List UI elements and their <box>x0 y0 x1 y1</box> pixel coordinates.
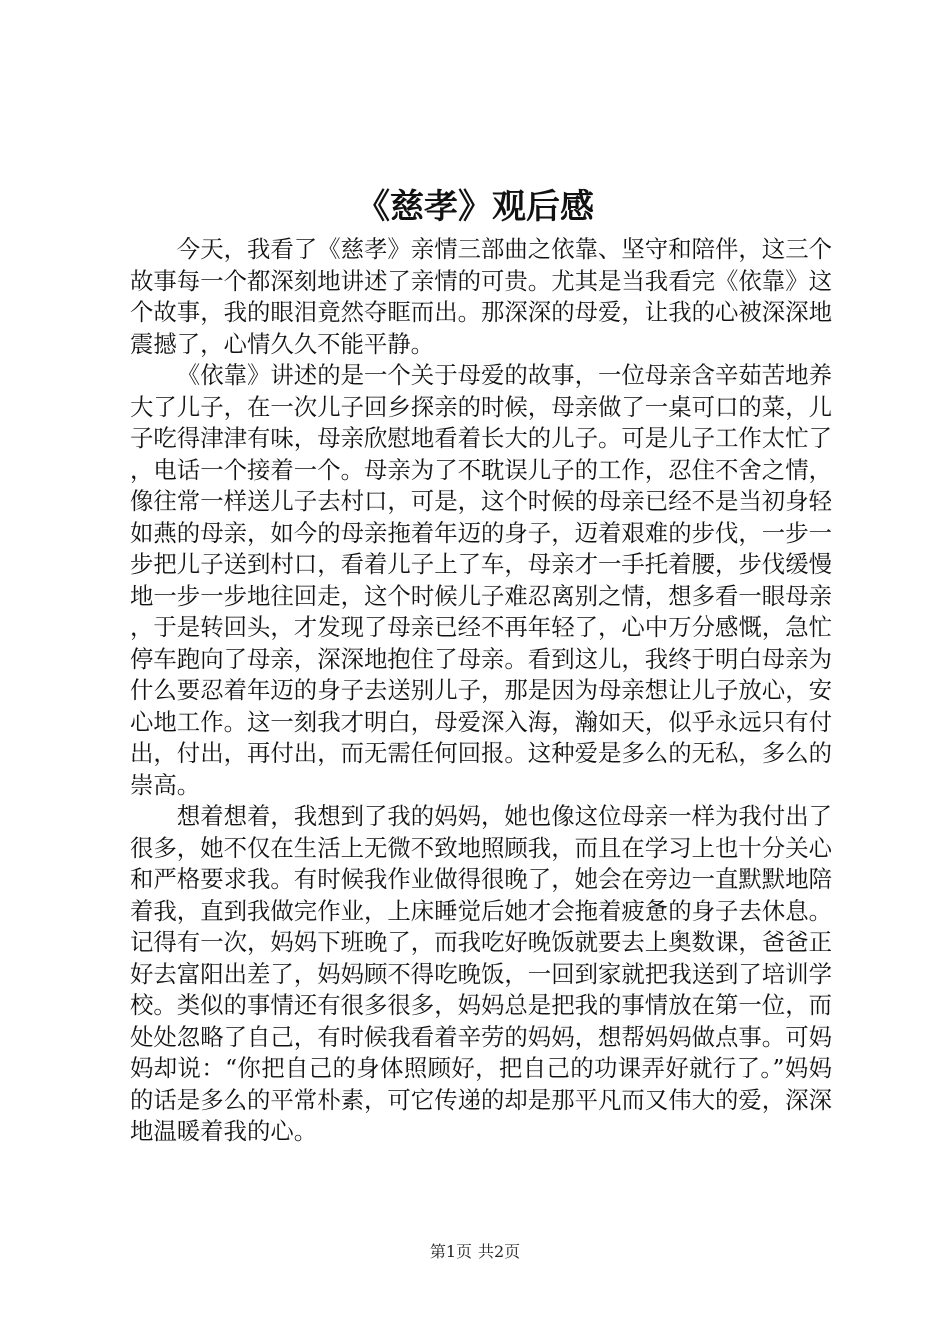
document-title: 《慈孝》观后感 <box>356 187 594 227</box>
document-body <box>130 234 832 1148</box>
page-total: 共2页 <box>478 1242 521 1261</box>
page-footer <box>0 1241 950 1263</box>
paragraph-2: 《依靠》讲述的是一个关于母爱的故事，一位母亲含辛茹苦地养大了儿子，在一次儿子回乡探亲的时候，母亲做了一桌可口的菜，儿子吃得津津有味，母亲欣慰地看着长大的儿子。可是儿子工作太忙了，电话一个接着一个。母亲为了不耽误儿子的工作，忍住不舍之情，像往常一样送儿子去村口，可是，这个时候的母亲已经不是当初身轻如燕的母亲，如今的母亲拖着年迈的身子，迈着艰难的步伐，一步一步把儿子送到村口，看着儿子上了车，母亲才一手托着腰，步伐缓慢地一步一步地往回走，这个时候儿子难忍离别之情，想多看一眼母亲，于是转回头，才发现了母亲已经不再年轻了，心中万分感慨，急忙停车跑向了母亲，深深地抱住了母亲。看到这儿，我终于明白母亲为什么要忍着年迈的身子去送别儿子，那是因为母亲想让儿子放心，安心地工作。这一刻我才明白，母爱深入海，瀚如天，似乎永远只有付出，付出，再付出，而无需任何回报。这种爱是多么的无私，多么的崇高。 <box>130 361 832 799</box>
paragraph-1: 今天，我看了《慈孝》亲情三部曲之依靠、坚守和陪伴，这三个故事每一个都深刻地讲述了亲情的可贵。尤其是当我看完《依靠》这个故事，我的眼泪竟然夺眶而出。那深深的母爱，让我的心被深深地震撼了，心情久久不能平静。 <box>130 235 832 358</box>
page-number: 第1页 <box>429 1242 472 1261</box>
paragraph-3: 想着想着，我想到了我的妈妈，她也像这位母亲一样为我付出了很多，她不仅在生活上无微不致地照顾我，而且在学习上也十分关心和严格要求我。有时候我作业做得很晚了，她会在旁边一直默默地陪着我，直到我做完作业，上床睡觉后她才会拖着疲惫的身子去休息。记得有一次，妈妈下班晚了，而我吃好晚饭就要去上奥数课，爸爸正好去富阳出差了，妈妈顾不得吃晚饭，一回到家就把我送到了培训学校。类似的事情还有很多很多，妈妈总是把我的事情放在第一位，而处处忽略了自己，有时候我看着辛劳的妈妈，想帮妈妈做点事。可妈妈却说：“你把自己的身体照顾好，把自己的功课弄好就行了。”妈妈的话是多么的平常朴素，可它传递的却是那平凡而又伟大的爱，深深地温暖着我的心。 <box>130 802 832 1145</box>
